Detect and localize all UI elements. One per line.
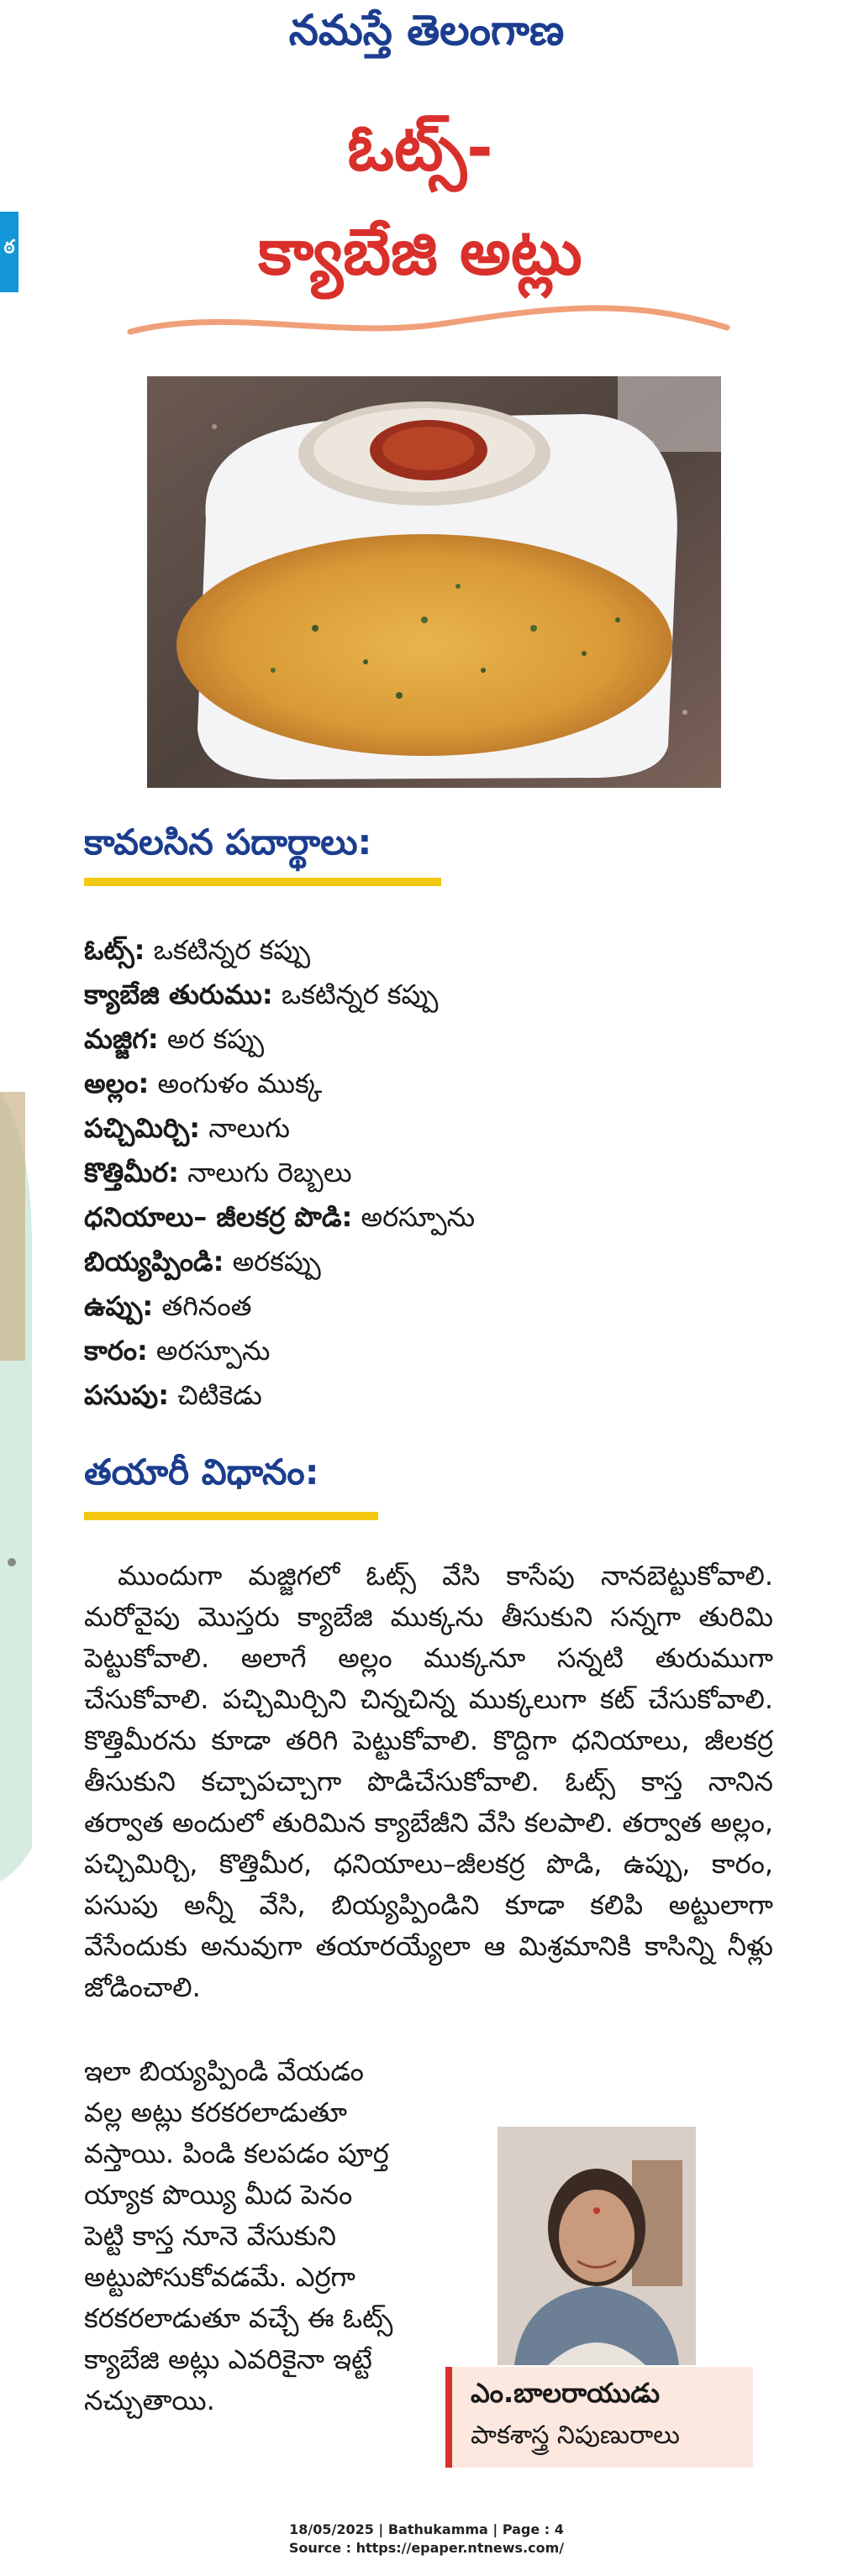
masthead-logo: నమస్తే తెలంగాణ [288, 5, 565, 55]
recipe-photo [147, 376, 721, 788]
ingredient-item: అల్లం: అంగుళం ముక్క [84, 1068, 323, 1099]
method-heading-underline [84, 1512, 378, 1520]
method-line: ఇలా బియ్యప్పిండి వేయడం [84, 2055, 364, 2087]
chef-photo [498, 2127, 696, 2365]
ingredients-heading: కావలసిన పదార్థాలు: [84, 821, 372, 863]
footer-source: Source : https://epaper.ntnews.com/ [288, 2540, 565, 2556]
method-continuation [84, 2051, 479, 2421]
method-paragraph: ముందుగా మజ్జిగలో ఓట్స్ వేసి కాసేపు నానబెట్టుకోవాలి. మరోవైపు మొస్తరు క్యాబేజి ముక్కను తీసుకుని సన్నగా తురిమి పెట్టుకోవాలి. అలాగే అల్లం ముక్కనూ సన్నటి తురుముగా చేసుకోవాలి. పచ్చిమిర్చిని చిన్నచిన్న ముక్కలుగా కట్ చేసుకోవాలి. కొత్తిమీరను కూడా తరిగి పెట్టుకోవాలి. కొద్దిగా ధనియాలు, జీలకర్ర తీసుకుని కచ్చాపచ్చాగా పొడిచేసుకోవాలి. ఓట్స్ కాస్త నానిన తర్వాత అందులో తురిమిన క్యాబేజీని వేసి కలపాలి. తర్వాత అల్లం, పచ్చిమిర్చి, కొత్తిమీర, ధనియాలు–జీలకర్ర పొడి, ఉప్పు, కారం, పసుపు అన్నీ వేసి, బియ్యప్పిండిని కూడా కలిపి అట్టులాగా వేసేందుకు అనువుగా తయారయ్యేలా ఆ మిశ్రమానికి కాసిన్ని నీళ్లు జోడించాలి. [84, 1560, 773, 2003]
ingredient-item: పసుపు: చిటికెడు [84, 1379, 262, 1411]
left-tab-glyph: ఠ [3, 237, 15, 258]
ingredient-item: మజ్జిగ: అర కప్పు [84, 1023, 265, 1055]
chef-card-accent [445, 2367, 452, 2468]
ingredient-item: బియ్యప్పిండి: అరకప్పు [84, 1246, 321, 1278]
method-line: నచ్చుతాయి. [84, 2385, 215, 2416]
chef-name: ఎం.బాలరాయుడు [471, 2377, 661, 2409]
ingredient-item: క్యాబేజి తురుము: ఒకటిన్నర కప్పు [84, 978, 439, 1010]
title-swoosh [126, 294, 731, 353]
ingredient-item: కొత్తిమీర: నాలుగు రెబ్బలు [84, 1157, 352, 1188]
method-line: అట్టుపోసుకోవడమే. ఎర్రగా [84, 2261, 355, 2293]
ingredient-item: ఓట్స్: ఒకటిన్నర కప్పు [84, 934, 311, 966]
method-line: క్యాబేజి అట్లు ఎవరికైనా ఇట్టే [84, 2343, 372, 2375]
left-edge-decoration [0, 1092, 34, 1881]
ingredient-item: ఉప్పు: తగినంత [84, 1290, 252, 1322]
method-line: పెట్టి కాస్త నూనె వేసుకుని [84, 2220, 337, 2252]
chef-role: పాకశాస్త్ర నిపుణురాలు [471, 2421, 680, 2450]
left-edge-tab [0, 212, 18, 292]
ingredients-list [84, 928, 475, 1418]
ingredient-item: పచ్చిమిర్చి: నాలుగు [84, 1112, 290, 1144]
ingredient-item: కారం: అరస్పూను [84, 1335, 271, 1367]
method-line: య్యాక పొయ్యి మీద పెనం [84, 2179, 353, 2211]
method-line: వస్తాయి. పిండి కలపడం పూర్త [84, 2138, 389, 2169]
method-heading: తయారీ విధానం: [84, 1451, 319, 1493]
ingredient-item: ధనియాలు– జీలకర్ర పొడి: అరస్పూను [84, 1201, 476, 1233]
recipe-title-line1: ఓట్స్- [347, 110, 493, 185]
method-line: వల్ల అట్లు కరకరలాడుతూ [84, 2096, 348, 2128]
method-line: కరకరలాడుతూ వచ్చే ఈ ఓట్స్ [84, 2302, 393, 2334]
footer-date-page: 18/05/2025 | Bathukamma | Page : 4 [289, 2521, 564, 2537]
recipe-title-line2: క్యాబేజి అట్లు [258, 214, 582, 289]
ingredients-heading-underline [84, 878, 441, 886]
